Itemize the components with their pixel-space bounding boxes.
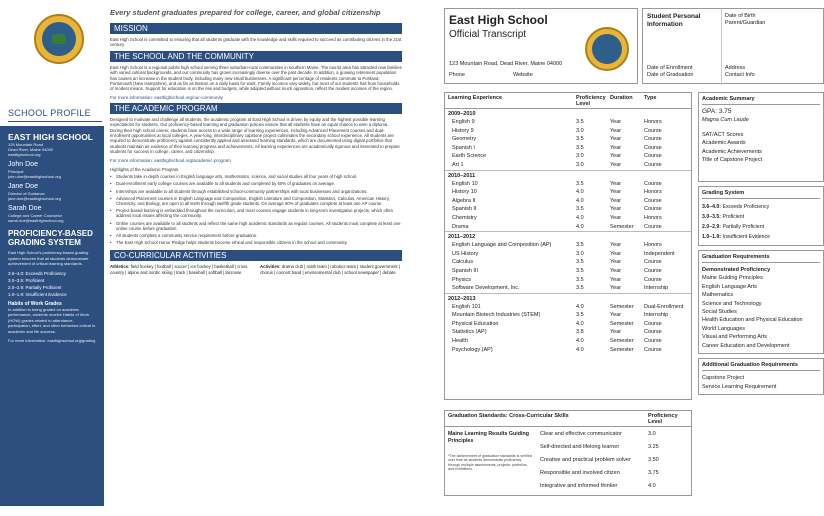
duration: Semester <box>610 346 634 353</box>
course-type: Honors <box>644 242 662 249</box>
duration: Year <box>610 153 622 160</box>
person-role: Director of Guidance <box>8 191 45 196</box>
course-name: Physical Education <box>452 320 499 327</box>
grading-row <box>702 212 820 222</box>
course-name: Earth Science <box>452 153 487 160</box>
requirement-item: Mathematics <box>702 292 734 299</box>
course-name: History 10 <box>452 189 477 196</box>
program-text: Designed to motivate and challenge all students, the academic program at East High School is driven by equity and the highest possible learning expectations for students. Our proficiency-based learning and graduation policies ensure that all students have an equal chance to earn a diploma. During their high school career, students have access to a wide range of learning experiences, including Advanced Placement courses and dual-enrollment opportunities at local colleges. A year-long, interdisciplinary capstone project culminates the secondary school experience. All students are required to demonstrate proficiency against consistently applied and assessed learning standards, which are documented using digital portfolios that students maintain as evidence of their learning progress and achievements. All learning experiences are academically rigorous and interested to prepare students for success in college, career, and citizenship. <box>110 116 400 155</box>
person-name: John Doe <box>8 161 38 168</box>
grade-label: Exceeds Proficiency <box>722 204 770 211</box>
course-name: US History <box>452 250 479 257</box>
sidebar-title: SCHOOL PROFILE <box>8 108 91 118</box>
duration: Year <box>610 180 622 187</box>
duration: Year <box>610 259 622 266</box>
school-profile-page <box>0 0 408 516</box>
cocurricular-columns <box>110 264 402 274</box>
proficiency-level: 4.0 <box>576 197 584 204</box>
standards-prof-header: Proficiency Level <box>648 413 678 425</box>
course-name: Spanish I <box>452 144 475 151</box>
course-type: Course <box>644 223 662 230</box>
duration: Year <box>610 136 622 143</box>
sidebar-divider <box>8 121 102 122</box>
table-row <box>445 180 691 189</box>
program-link[interactable]: For more information: easthighschool.org/academic-program <box>110 157 231 163</box>
address-label: Address <box>725 65 746 71</box>
grading-heading: Grading System <box>702 190 820 199</box>
table-row <box>445 258 691 267</box>
section-heading: THE ACADEMIC PROGRAM <box>110 103 402 114</box>
table-row <box>445 188 691 197</box>
course-name: Algebra II <box>452 197 476 204</box>
person-role: College and Career Counselor <box>8 213 63 218</box>
course-type: Course <box>644 338 662 345</box>
requirement-item: Health Education and Physical Education <box>702 317 803 324</box>
person-role: Principal <box>8 169 24 174</box>
course-type: Course <box>644 180 662 187</box>
course-name: Chemistry <box>452 214 477 221</box>
section-heading: CO-CURRICULAR ACTIVITIES <box>110 250 402 261</box>
requirement-item: English Language Arts <box>702 283 758 290</box>
standard-skill: Self-directed and lifelong learner <box>540 444 620 450</box>
athletics-label: Athletics: <box>110 264 130 270</box>
transcript-subtitle: Official Transcript <box>449 29 527 40</box>
duration: Year <box>610 206 622 213</box>
course-name: Psychology (AP) <box>452 346 493 353</box>
proficiency-level: 3.5 <box>576 144 584 151</box>
summary-item: Academic Achievements <box>702 148 762 155</box>
table-row <box>445 284 691 293</box>
standard-proficiency: 3.50 <box>648 457 659 463</box>
state-seal-icon <box>34 14 84 64</box>
person-name: Jane Doe <box>8 183 38 190</box>
proficiency-level: 3.5 <box>576 285 584 292</box>
table-row <box>445 267 691 276</box>
mission-text: East High School is committed to ensuring that all students graduate with the knowledge and skills required to succeed as contributing citizens in the 21st century. <box>110 37 402 48</box>
address-contact <box>725 65 755 79</box>
course-type: Honors <box>644 189 662 196</box>
table-row <box>445 205 691 214</box>
table-row <box>445 144 691 153</box>
parent-label: Parent/Guardian <box>725 20 766 26</box>
duration: Semester <box>610 320 634 327</box>
standard-skill: Creative and practical problem solver <box>540 457 631 463</box>
duration: Year <box>610 267 622 274</box>
header-type: Type <box>644 95 657 101</box>
duration: Year <box>610 250 622 257</box>
summary-item: SAT/ACT Scores <box>702 131 744 138</box>
graduation-standards-table <box>444 410 692 496</box>
person-email[interactable]: sarah.doe@easthighschool.org <box>8 218 64 223</box>
transcript-address: 123 Mountain Road, Dead River, Maine 04000 <box>449 61 563 67</box>
school-address: 125 Mountain Road <box>8 142 43 147</box>
grade-range: 3.0–3.5: <box>702 214 722 221</box>
grade-label: Insufficient Evidence <box>722 234 770 241</box>
course-name: Geometry <box>452 136 477 143</box>
year-heading: 2009–2010 <box>448 111 476 117</box>
grade-range: 3.6–4.0: <box>702 204 722 211</box>
person-name: Sarah Doe <box>8 205 42 212</box>
course-type: Independent <box>644 250 675 257</box>
course-name: Drama <box>452 223 469 230</box>
duration: Year <box>610 242 622 249</box>
proficiency-level: 3.5 <box>576 206 584 213</box>
table-row <box>445 328 691 337</box>
table-row <box>445 214 691 223</box>
section-heading: THE SCHOOL AND THE COMMUNITY <box>110 51 402 62</box>
duration: Year <box>610 312 622 319</box>
duration: Year <box>610 329 622 336</box>
year-heading: 2010–2011 <box>445 170 691 180</box>
requirements-sub: Demonstrated Proficiency <box>702 267 771 274</box>
course-name: Calculus <box>452 259 474 266</box>
enrollment-label: Date of Enrollment <box>647 65 693 71</box>
duration: Year <box>610 214 622 221</box>
course-name: English 9 <box>452 119 475 125</box>
learning-experience-table <box>444 92 692 400</box>
course-type: Course <box>644 153 662 160</box>
proficiency-level: 3.5 <box>576 267 584 274</box>
table-row <box>445 337 691 346</box>
proficiency-level: 3.5 <box>576 312 584 319</box>
requirements-list <box>702 274 820 350</box>
standard-row <box>540 457 690 463</box>
proficiency-level: 3.5 <box>576 242 584 249</box>
sidebar-panel <box>0 126 104 506</box>
course-type: Course <box>644 197 662 204</box>
duration: Year <box>610 189 622 196</box>
course-type: Internship <box>644 312 669 319</box>
requirement-item: Social Studies <box>702 309 737 316</box>
summary-heading: Academic Summary <box>702 96 820 105</box>
requirement-item: World Languages <box>702 325 746 332</box>
transcript-page <box>416 0 824 516</box>
table-row <box>445 118 691 127</box>
course-name: Software Development, Inc. <box>452 285 520 292</box>
duration: Semester <box>610 303 634 310</box>
requirement-item: Science and Technology <box>702 300 762 307</box>
year-groups <box>445 109 691 354</box>
highlight-item: • Advanced Placement courses in English Language and Composition, English Literature and Composition, Statistics, Calculus, American History, Chemistry, and Biology, are open to all tenth through twelfth grade students. On average 60% of graduates complete at least one AP course. <box>110 196 402 206</box>
duration: Year <box>610 127 622 134</box>
course-name: Health <box>452 338 468 345</box>
header-duration: Duration <box>610 95 633 101</box>
standard-row <box>540 483 690 489</box>
student-info-box <box>642 8 824 84</box>
header-experience: Learning Experience <box>448 95 503 101</box>
contact-label: Contact Info <box>725 72 755 78</box>
table-row <box>445 135 691 144</box>
proficiency-level: 3.8 <box>576 329 584 336</box>
section-heading: MISSION <box>110 23 402 34</box>
proficiency-level: 4.0 <box>576 320 584 327</box>
website-label: Website <box>513 72 533 78</box>
academic-summary-box <box>698 92 824 182</box>
course-name: Art 1 <box>452 161 464 168</box>
year-heading: 2012–2013 <box>445 293 691 303</box>
duration: Year <box>610 276 622 283</box>
table-row <box>445 197 691 206</box>
person-email[interactable]: john.doe@easthighschool.org <box>8 174 61 179</box>
course-type: Course <box>644 206 662 213</box>
year-heading: 2011–2012 <box>445 231 691 241</box>
proficiency-level: 3.0 <box>576 153 584 160</box>
transcript-school-name: East High School <box>449 13 548 27</box>
proficiency-level: 4.0 <box>576 303 584 310</box>
proficiency-level: 3.5 <box>576 276 584 283</box>
grade-scale: 2.0–2.9: Partially Proficient <box>8 284 62 290</box>
dob-label: Date of Birth <box>725 13 756 19</box>
highlight-item: • Internships are available to all students through established school-community partnerships with local businesses and organizations. <box>110 189 402 194</box>
grade-label: Partially Proficient <box>722 224 765 231</box>
course-name: History 9 <box>452 127 474 134</box>
activities-list <box>260 264 402 274</box>
proficiency-level: 4.0 <box>576 189 584 196</box>
school-website: eastfighschool.org <box>8 152 41 157</box>
dob-parent <box>725 13 765 27</box>
highlight-item: • Project-based learning is embedded throughout the curriculum, and most courses engage students in long-term investigative projects, which often address local issues affecting the community. <box>110 208 402 218</box>
tagline: Every student graduates prepared for college, career, and global citizenship <box>110 8 381 17</box>
table-row <box>445 152 691 161</box>
duration: Year <box>610 197 622 204</box>
grading-row <box>702 232 820 242</box>
grade-scale: 1.0–1.9: Insufficient Evidence <box>8 291 67 297</box>
requirement-item: Visual and Performing Arts <box>702 334 768 341</box>
course-name: Physics <box>452 276 471 283</box>
summary-item: Academic Awards <box>702 140 746 147</box>
course-type: Honors <box>644 119 662 125</box>
standard-proficiency: 3.0 <box>648 431 656 437</box>
proficiency-level: 4.0 <box>576 338 584 345</box>
community-link[interactable]: For more information: easthighschool.org/our-community <box>110 94 224 100</box>
standard-proficiency: 4.0 <box>648 483 656 489</box>
table-row <box>445 241 691 250</box>
guiding-principles-title: Maine Learning Results Guiding Principles <box>448 431 529 444</box>
grading-system-box <box>698 186 824 246</box>
habits-heading: Habits of Work Grades <box>8 300 62 307</box>
grade-range: 1.0–1.9: <box>702 234 722 241</box>
duration: Semester <box>610 338 634 345</box>
course-type: Course <box>644 320 662 327</box>
course-name: Spanish III <box>452 267 478 274</box>
standard-skill: Responsible and involved citizen <box>540 470 620 476</box>
additional-heading: Additional Graduation Requirements <box>702 362 820 371</box>
proficiency-level: 3.0 <box>576 161 584 168</box>
profile-sidebar <box>0 8 104 498</box>
course-name: Mountain Biotech Industries (STEM) <box>452 312 541 319</box>
proficiency-level: 3.0 <box>576 127 584 134</box>
table-row <box>445 250 691 259</box>
course-name: English 10 <box>452 180 478 187</box>
grading-heading: PROFICIENCY-BASED GRADING SYSTEM <box>8 229 93 247</box>
gpa: GPA: 3.75 <box>702 108 732 115</box>
grading-intro: East High School's proficiency-based grading system ensures that all students demonstrate achievement of critical learning standards. <box>8 250 89 266</box>
summary-item: Title of Capstone Project <box>702 157 763 164</box>
course-name: Spanish II <box>452 206 477 213</box>
highlight-item: • Dual-enrollment early college courses are available to all students and completed by 60% of graduates on average. <box>110 181 402 186</box>
standard-skill: Clear and effective communicator <box>540 431 622 437</box>
proficiency-level: 3.5 <box>576 180 584 187</box>
person-email[interactable]: jane.doe@easthighschool.org <box>8 196 61 201</box>
course-type: Course <box>644 329 662 336</box>
course-type: Course <box>644 259 662 266</box>
highlight-item: • All students complete a community service requirement before graduation. <box>110 233 402 238</box>
proficiency-level: 3.0 <box>576 250 584 257</box>
table-row <box>445 346 691 355</box>
additional-item: Service Learning Requirement <box>702 383 777 390</box>
standard-row <box>540 470 690 476</box>
activities-label: Activities: <box>260 264 281 270</box>
graduation-label: Date of Graduation <box>647 72 694 78</box>
table-row <box>445 223 691 232</box>
habits-text: In addition to being graded on academic performance, students receive Habits of Work (HOW) grades related to attendance, participation, effort, and other behaviors critical to academic and life success. <box>8 306 96 334</box>
table-row <box>445 303 691 312</box>
proficiency-level: 3.5 <box>576 259 584 266</box>
requirements-heading: Graduation Requirements <box>702 254 820 263</box>
grading-row <box>702 222 820 232</box>
standards-note: *The achievement of graduation standards is verified over time as students demonstrate proficiency through multiple assessments, projects, portfolios, and exhibitions. <box>448 454 532 471</box>
table-row <box>445 127 691 136</box>
standards-heading: Graduation Standards: Cross-Curricular Skills <box>448 413 569 419</box>
course-name: English 101 <box>452 303 481 310</box>
course-type: Course <box>644 346 662 353</box>
course-type: Course <box>644 136 662 143</box>
course-type: Course <box>644 276 662 283</box>
school-name: EAST HIGH SCHOOL <box>8 132 94 142</box>
table-row <box>445 311 691 320</box>
course-type: Course <box>644 127 662 134</box>
table-row <box>445 276 691 285</box>
course-type: Course <box>644 144 662 151</box>
student-info-title: Student Personal Information <box>647 13 701 28</box>
duration: Year <box>610 161 622 168</box>
duration: Year <box>610 285 622 292</box>
grading-link[interactable]: For more information: easthighschool.org/grading <box>8 338 96 343</box>
additional-requirements-box <box>698 358 824 395</box>
school-city: Dead River, Maine 04000 <box>8 147 54 152</box>
grade-scale: 3.0–3.5: Proficient <box>8 277 45 283</box>
profile-main <box>110 8 402 498</box>
school-header-box <box>444 8 638 84</box>
grade-scale: 3.6–4.0: Exceeds Proficiency <box>8 270 67 276</box>
additional-item: Capstone Project <box>702 375 745 382</box>
proficiency-level: 3.5 <box>576 119 584 125</box>
table-row <box>445 320 691 329</box>
proficiency-level: 4.0 <box>576 346 584 353</box>
athletics-list <box>110 264 252 274</box>
duration: Year <box>610 119 622 125</box>
standards-left <box>448 431 534 471</box>
course-name: Statistics (AP) <box>452 329 487 336</box>
course-type: Course <box>644 161 662 168</box>
community-text: East High School is a regional public high school serving three suburban-rural communities in southern Maine. The tourist area has attracted new families with varied cultural backgrounds, and our community has grown increasingly diverse over the past decade. In addition, a growing retirement population has causes an increase in the student body, including many new small businesses. A significant percentage of residents commute to Portland, Portsmouth (New Hampshire), and as far as Boston on a daily basis for work. Family incomes vary widely, but most of our students hail from households of modest means. Support for education is on the rise and budgets, while adopted without much opposition, reflect the modest incomes of the region. <box>110 64 402 92</box>
duration: Year <box>610 144 622 151</box>
standard-row <box>540 444 690 450</box>
standards-header <box>445 411 691 427</box>
highlight-item: • Online courses are available to all students and reflect the same high academic standards as regular courses. All students must complete at least one online course before graduation. <box>110 221 402 231</box>
proficiency-level: 3.5 <box>576 136 584 143</box>
highlights-heading: Highlights of the Academic Program <box>110 166 179 172</box>
course-type: Dual-Enrollment <box>644 303 684 310</box>
table-header <box>445 93 691 109</box>
course-name: English Language and Composition (AP) <box>452 242 552 249</box>
phone-label: Phone <box>449 72 465 78</box>
table-row <box>445 161 691 170</box>
grade-label: Proficient <box>722 214 745 221</box>
course-type: Honors <box>644 214 662 221</box>
standard-proficiency: 3.25 <box>648 444 659 450</box>
highlight-item: • The East High School Honor Pledge helps students become ethical and responsible citizens in the school and community. <box>110 240 402 245</box>
activities-text: drama club | math team | robotics team | student government | chorus | concert band | environmental club | school newspaper | debate <box>260 264 400 275</box>
enrollment-dates <box>647 65 693 79</box>
proficiency-level: 4.0 <box>576 214 584 221</box>
highlight-item: • Students take in-depth courses in English language arts, mathematics, science, and social studies all four years of high school. <box>110 174 402 179</box>
requirement-item: Career Education and Development <box>702 342 790 349</box>
honor: Magna Cum Laude <box>702 117 749 124</box>
proficiency-level: 4.0 <box>576 223 584 230</box>
grade-range: 2.0–2.9: <box>702 224 722 231</box>
state-seal-icon <box>585 27 629 71</box>
grading-row <box>702 202 820 212</box>
standard-proficiency: 3.75 <box>648 470 659 476</box>
requirement-item: Maine Guiding Principles <box>702 275 763 282</box>
course-type: Course <box>644 267 662 274</box>
transcript-sidebar <box>698 92 824 496</box>
graduation-requirements-box <box>698 250 824 354</box>
transcript-header <box>444 8 824 84</box>
standard-skill: Integrative and informed thinker <box>540 483 618 489</box>
standard-row <box>540 431 690 437</box>
duration: Semester <box>610 223 634 230</box>
divider <box>721 9 722 85</box>
athletics-text: field hockey | football | soccer | ice hockey | basketball | cross country | alpine and nordic skiing | track | baseball | softball | lacrosse <box>110 264 248 275</box>
course-type: Internship <box>644 285 669 292</box>
header-proficiency: Proficiency Level <box>576 95 606 107</box>
